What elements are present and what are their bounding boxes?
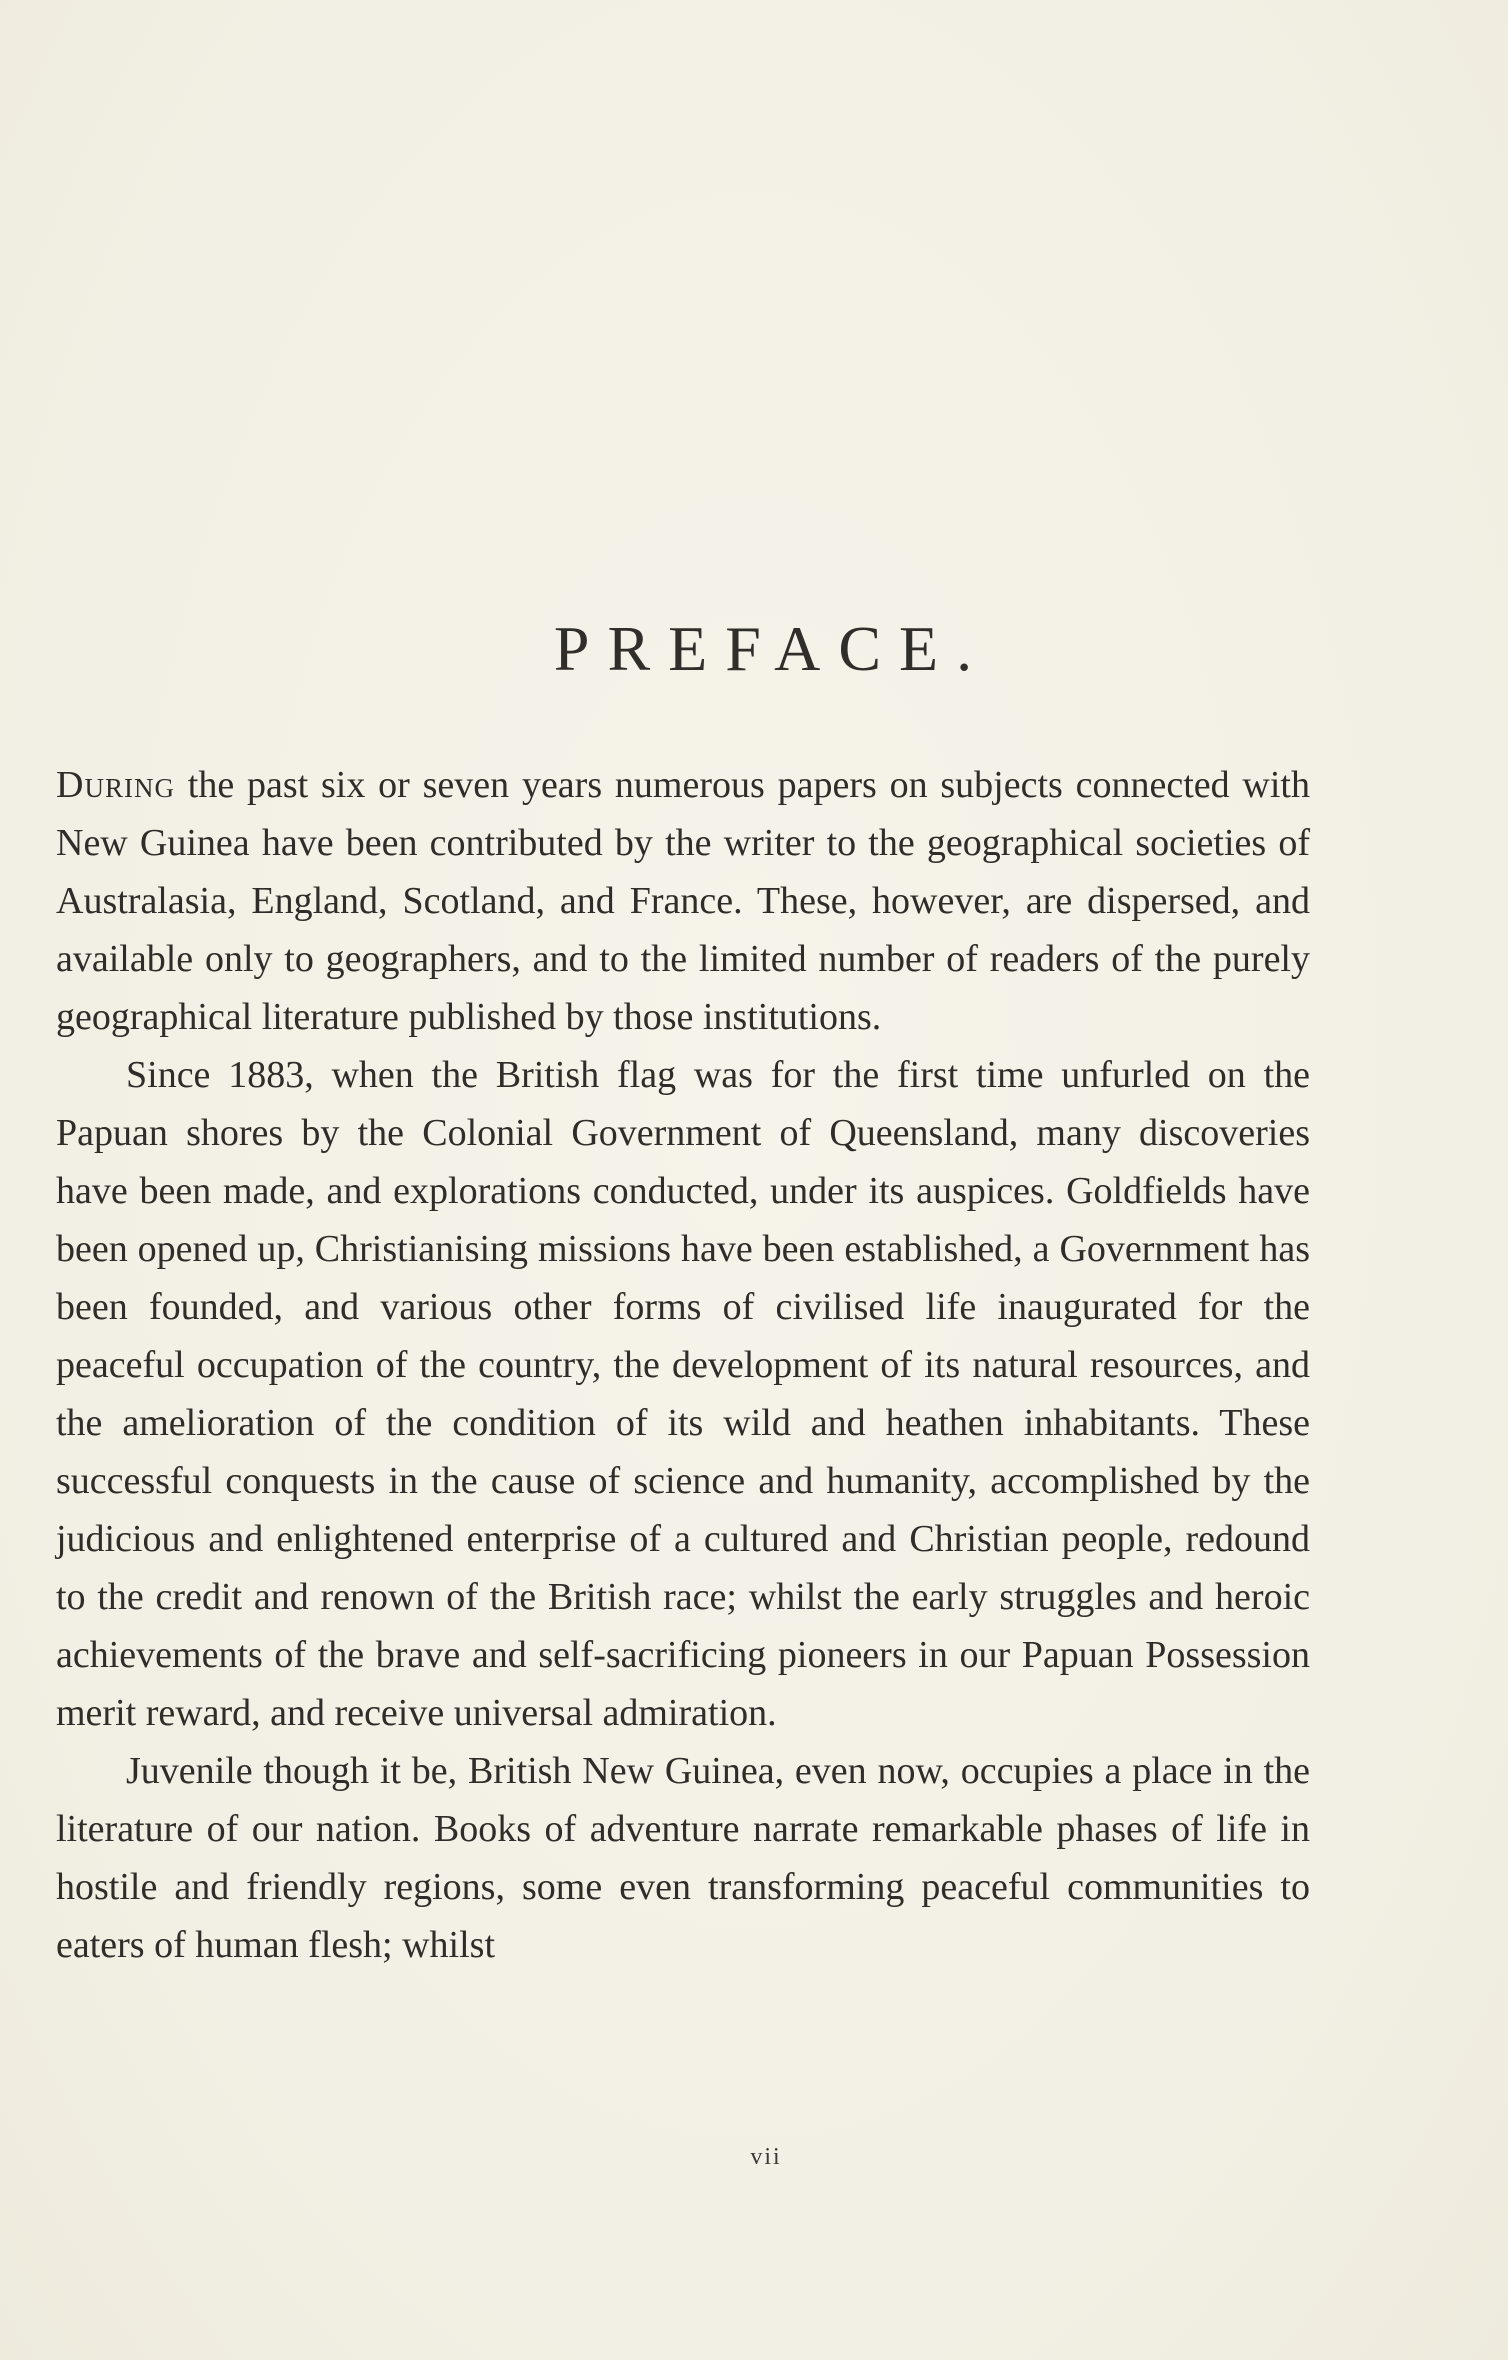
- drop-lead-word: During: [56, 764, 175, 806]
- page-number: vii: [750, 2144, 782, 2170]
- paragraph-1-text: the past six or seven years numerous papers on subjects connected with New Guinea have been contributed by the writer to the geographical societies of Australasia, England, Scotland, and France. These, however, are dispersed, and available only to geographers, and to the limited number of readers of the purely geographical literature published by those institutions.: [56, 764, 1310, 1038]
- paragraph-2: Since 1883, when the British flag was for the first time unfurled on the Papuan shores by the Colonial Government of Queensland, many discoveries have been made, and explorations conducted, under its auspices. Goldfields have been opened up, Christianising missions have been established, a Government has been founded, and various other forms of civilised life inaugurated for the peaceful occupation of the country, the development of its natural resources, and the amelioration of the condition of its wild and heathen inhabitants. These successful conquests in the cause of science and humanity, accomplished by the judicious and enlightened enterprise of a cultured and Christian people, redound to the credit and renown of the British race; whilst the early struggles and heroic achievements of the brave and self-sacrificing pioneers in our Papuan Possession merit reward, and receive universal admiration.: [56, 1054, 1310, 1734]
- paragraph-1: [56, 756, 1310, 1046]
- paragraph-3: Juvenile though it be, British New Guinea, even now, occupies a place in the literature of our nation. Books of adventure narrate remarkable phases of life in hostile and friendly regions, some even transforming peaceful communities to eaters of human flesh; whilst: [56, 1750, 1310, 1966]
- preface-body: [56, 756, 1310, 1974]
- page-title: PREFACE.: [553, 613, 991, 684]
